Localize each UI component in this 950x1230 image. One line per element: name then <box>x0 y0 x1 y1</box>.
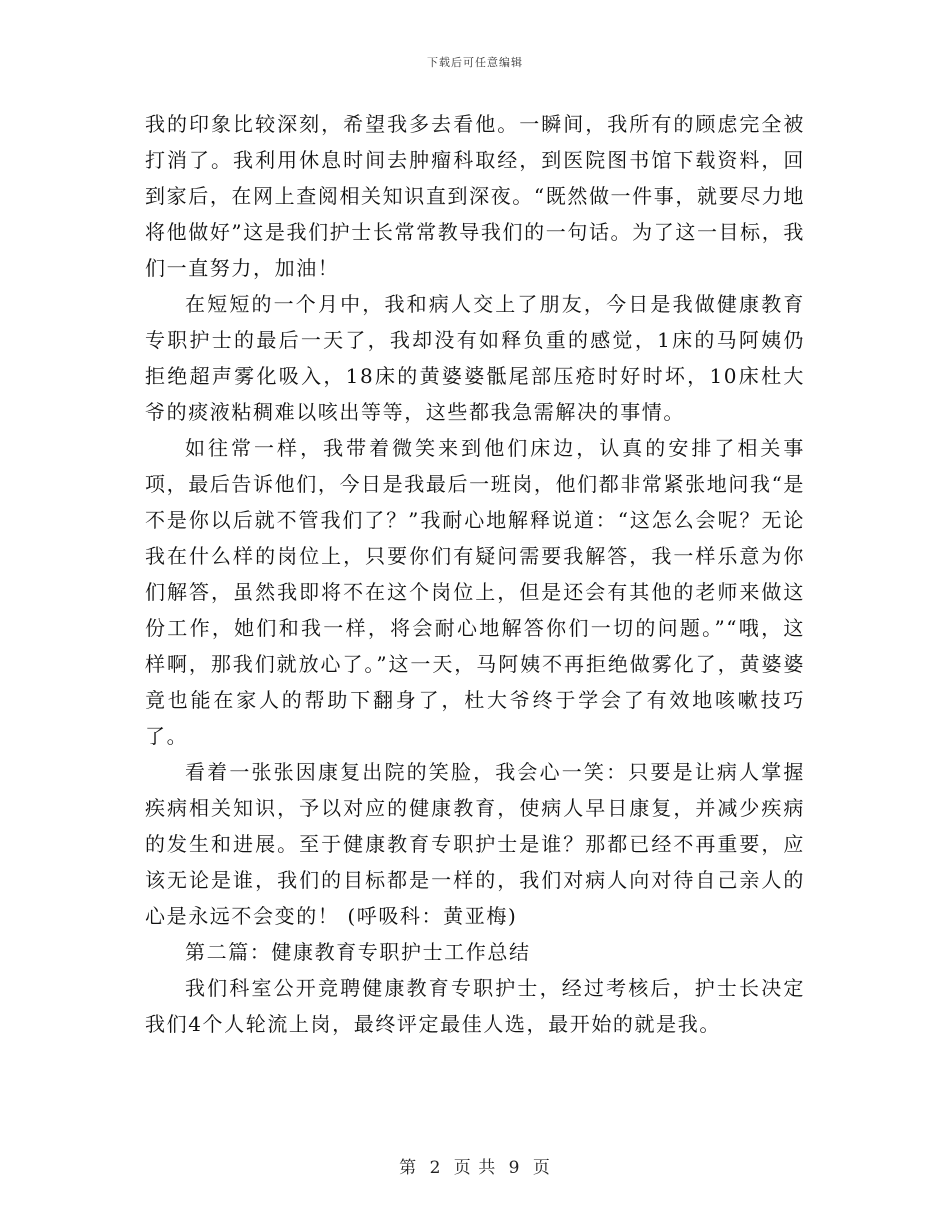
paragraph-5: 我们科室公开竞聘健康教育专职护士，经过考核后，护士长决定我们4个人轮流上岗，最终评定最佳人选，最开始的就是我。 <box>145 976 805 1036</box>
page-footer <box>0 1153 950 1178</box>
paragraph-3: 如往常一样，我带着微笑来到他们床边，认真的安排了相关事项，最后告诉他们，今日是我最后一班岗，他们都非常紧张地问我“是不是你以后就不管我们了？”我耐心地解释说道：“这怎么会呢？无论我在什么样的岗位上，只要你们有疑问需要我解答，我一样乐意为你们解答，虽然我即将不在这个岗位上，但是还会有其他的老师来做这份工作，她们和我一样，将会耐心地解答你们一切的问题。”“哦，这样啊，那我们就放心了。”这一天，马阿姨不再拒绝做雾化了，黄婆婆竟也能在家人的帮助下翻身了，杜大爷终于学会了有效地咳嗽技巧了。 <box>145 436 805 748</box>
footer-prefix: 第 <box>399 1158 418 1178</box>
footer-page-number: 2 <box>429 1158 442 1178</box>
footer-suffix: 页 <box>532 1158 551 1178</box>
paragraph-4: 看着一张张因康复出院的笑脸，我会心一笑：只要是让病人掌握疾病相关知识，予以对应的健康教育，使病人早日康复，并减少疾病的发生和进展。至于健康教育专职护士是谁？那都已经不再重要，应该无论是谁，我们的目标都是一样的，我们对病人向对待自己亲人的心是永远不会变的！ (呼吸科：黄亚梅) <box>145 760 805 928</box>
paragraph-2: 在短短的一个月中，我和病人交上了朋友，今日是我做健康教育专职护士的最后一天了，我却没有如释负重的感觉，1床的马阿姨仍拒绝超声雾化吸入，18床的黄婆婆骶尾部压疮时好时坏，10床杜大爷的痰液粘稠难以咳出等等，这些都我急需解决的事情。 <box>145 292 805 424</box>
paragraph-1: 我的印象比较深刻，希望我多去看他。一瞬间，我所有的顾虑完全被打消了。我利用休息时间去肿瘤科取经，到医院图书馆下载资料，回到家后，在网上查阅相关知识直到深夜。“既然做一件事，就要尽力地将他做好”这是我们护士长常常教导我们的一句话。为了这一目标，我们一直努力，加油！ <box>145 112 805 280</box>
page-header-note: 下载后可任意编辑 <box>427 56 523 69</box>
section-heading: 第二篇：健康教育专职护士工作总结 <box>185 940 531 964</box>
footer-total-pages: 9 <box>508 1158 521 1178</box>
document-body <box>145 106 805 1042</box>
footer-middle: 页 共 <box>453 1158 497 1178</box>
